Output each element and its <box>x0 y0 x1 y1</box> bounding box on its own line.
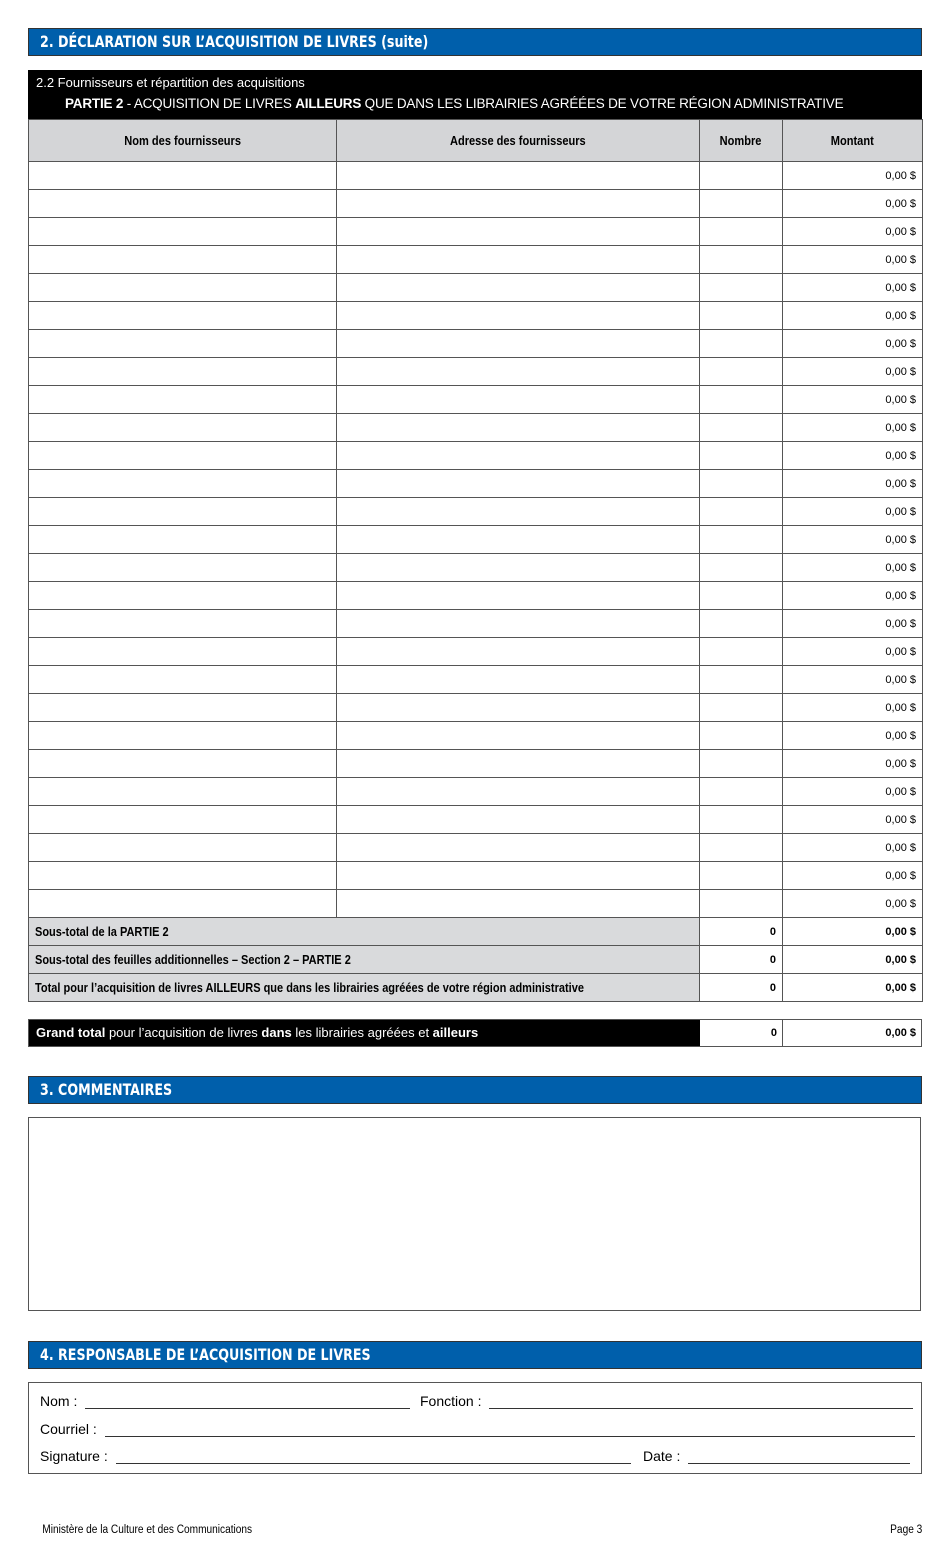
table-row <box>29 330 923 358</box>
adresse-cell[interactable] <box>337 806 700 834</box>
subtotal-montant: 0,00 $ <box>783 918 923 946</box>
nom-field[interactable] <box>85 1393 410 1409</box>
table-row <box>29 778 923 806</box>
nom-cell[interactable] <box>29 834 337 862</box>
adresse-cell[interactable] <box>337 778 700 806</box>
nombre-cell[interactable] <box>700 470 783 498</box>
subtotal-nombre: 0 <box>700 974 783 1002</box>
table-row <box>29 274 923 302</box>
table-row <box>29 498 923 526</box>
nombre-cell[interactable] <box>700 218 783 246</box>
table-row <box>29 554 923 582</box>
nom-cell[interactable] <box>29 890 337 918</box>
montant-cell[interactable]: 0,00 $ <box>783 246 923 274</box>
montant-cell[interactable]: 0,00 $ <box>783 526 923 554</box>
adresse-cell[interactable] <box>337 470 700 498</box>
footer-page: Page 3 <box>889 1524 922 1536</box>
subtotal-row <box>29 974 923 1002</box>
montant-cell[interactable]: 0,00 $ <box>783 162 923 190</box>
table-row <box>29 862 923 890</box>
nombre-cell[interactable] <box>700 414 783 442</box>
adresse-cell[interactable] <box>337 890 700 918</box>
subsection-title: 2.2 Fournisseurs et répartition des acquisitions <box>36 75 305 90</box>
nom-cell[interactable] <box>29 218 337 246</box>
nombre-cell[interactable] <box>700 806 783 834</box>
responsable-box: Nom : Fonction : Courriel : Signature : Date : <box>28 1382 922 1474</box>
montant-cell[interactable]: 0,00 $ <box>783 722 923 750</box>
courriel-field[interactable] <box>105 1421 915 1437</box>
nombre-cell[interactable] <box>700 526 783 554</box>
nombre-cell[interactable] <box>700 750 783 778</box>
nom-cell[interactable] <box>29 358 337 386</box>
table-row <box>29 442 923 470</box>
table-row <box>29 582 923 610</box>
nom-cell[interactable] <box>29 302 337 330</box>
adresse-cell[interactable] <box>337 330 700 358</box>
adresse-cell[interactable] <box>337 862 700 890</box>
nom-cell[interactable] <box>29 386 337 414</box>
subtotal-row <box>29 918 923 946</box>
subtotal-label: Sous-total des feuilles additionnelles – Section 2 – PARTIE 2 <box>29 946 700 974</box>
montant-cell[interactable]: 0,00 $ <box>783 834 923 862</box>
nombre-cell[interactable] <box>700 694 783 722</box>
montant-cell[interactable]: 0,00 $ <box>783 274 923 302</box>
nombre-cell[interactable] <box>700 498 783 526</box>
table-row <box>29 218 923 246</box>
col-nombre: Nombre <box>700 120 783 162</box>
montant-cell[interactable]: 0,00 $ <box>783 862 923 890</box>
montant-cell[interactable]: 0,00 $ <box>783 806 923 834</box>
nombre-cell[interactable] <box>700 330 783 358</box>
table-row <box>29 638 923 666</box>
montant-cell[interactable]: 0,00 $ <box>783 638 923 666</box>
adresse-cell[interactable] <box>337 526 700 554</box>
montant-cell[interactable]: 0,00 $ <box>783 750 923 778</box>
col-nom: Nom des fournisseurs <box>29 120 337 162</box>
nombre-cell[interactable] <box>700 666 783 694</box>
adresse-cell[interactable] <box>337 190 700 218</box>
suppliers-table <box>28 119 923 1002</box>
table-row <box>29 246 923 274</box>
nom-cell[interactable] <box>29 470 337 498</box>
table-row <box>29 470 923 498</box>
nombre-cell[interactable] <box>700 722 783 750</box>
adresse-cell[interactable] <box>337 442 700 470</box>
nombre-cell[interactable] <box>700 386 783 414</box>
subsection-header <box>28 70 922 119</box>
adresse-cell[interactable] <box>337 218 700 246</box>
montant-cell[interactable]: 0,00 $ <box>783 386 923 414</box>
table-row <box>29 666 923 694</box>
fonction-field[interactable] <box>489 1393 913 1409</box>
date-field[interactable] <box>688 1448 910 1464</box>
montant-cell[interactable]: 0,00 $ <box>783 190 923 218</box>
nom-cell[interactable] <box>29 554 337 582</box>
nombre-cell[interactable] <box>700 582 783 610</box>
nom-cell[interactable] <box>29 694 337 722</box>
adresse-cell[interactable] <box>337 666 700 694</box>
nom-cell[interactable] <box>29 582 337 610</box>
nom-cell[interactable] <box>29 806 337 834</box>
table-row <box>29 162 923 190</box>
grand-total-montant: 0,00 $ <box>885 1027 916 1039</box>
adresse-cell[interactable] <box>337 498 700 526</box>
adresse-cell[interactable] <box>337 638 700 666</box>
subtotal-row <box>29 946 923 974</box>
nombre-cell[interactable] <box>700 302 783 330</box>
subtotal-label: Sous-total de la PARTIE 2 <box>29 918 700 946</box>
table-row <box>29 414 923 442</box>
nom-cell[interactable] <box>29 638 337 666</box>
table-row <box>29 722 923 750</box>
nom-cell[interactable] <box>29 190 337 218</box>
montant-cell[interactable]: 0,00 $ <box>783 610 923 638</box>
table-row <box>29 890 923 918</box>
montant-cell[interactable]: 0,00 $ <box>783 218 923 246</box>
nom-cell[interactable] <box>29 610 337 638</box>
grand-total-nombre: 0 <box>700 1020 783 1046</box>
nombre-cell[interactable] <box>700 358 783 386</box>
nom-cell[interactable] <box>29 722 337 750</box>
col-adresse: Adresse des fournisseurs <box>337 120 700 162</box>
adresse-cell[interactable] <box>337 358 700 386</box>
adresse-cell[interactable] <box>337 302 700 330</box>
nom-cell[interactable] <box>29 274 337 302</box>
montant-cell[interactable]: 0,00 $ <box>783 442 923 470</box>
comments-field[interactable] <box>28 1117 921 1311</box>
nombre-cell[interactable] <box>700 610 783 638</box>
nombre-cell[interactable] <box>700 862 783 890</box>
nom-cell[interactable] <box>29 162 337 190</box>
table-row <box>29 610 923 638</box>
montant-cell[interactable]: 0,00 $ <box>783 694 923 722</box>
montant-cell[interactable]: 0,00 $ <box>783 414 923 442</box>
nombre-cell[interactable] <box>700 442 783 470</box>
montant-cell[interactable]: 0,00 $ <box>783 778 923 806</box>
table-row <box>29 358 923 386</box>
adresse-cell[interactable] <box>337 162 700 190</box>
montant-cell[interactable]: 0,00 $ <box>783 582 923 610</box>
nombre-cell[interactable] <box>700 190 783 218</box>
nom-cell[interactable] <box>29 246 337 274</box>
nombre-cell[interactable] <box>700 778 783 806</box>
nombre-cell[interactable] <box>700 638 783 666</box>
footer-ministry: Ministère de la Culture et des Communications <box>42 1524 253 1536</box>
montant-cell[interactable]: 0,00 $ <box>783 470 923 498</box>
subtotal-nombre: 0 <box>700 946 783 974</box>
table-row <box>29 834 923 862</box>
adresse-cell[interactable] <box>337 582 700 610</box>
table-row <box>29 694 923 722</box>
adresse-cell[interactable] <box>337 750 700 778</box>
section2-header: 2. DÉCLARATION SUR L’ACQUISITION DE LIVRES (suite) <box>28 28 922 56</box>
nombre-cell[interactable] <box>700 274 783 302</box>
adresse-cell[interactable] <box>337 386 700 414</box>
subtotal-label: Total pour l’acquisition de livres AILLEURS que dans les librairies agréées de votre région administrative <box>29 974 700 1002</box>
adresse-cell[interactable] <box>337 694 700 722</box>
table-row <box>29 302 923 330</box>
nombre-cell[interactable] <box>700 554 783 582</box>
col-montant: Montant <box>783 120 923 162</box>
adresse-cell[interactable] <box>337 246 700 274</box>
nom-cell[interactable] <box>29 666 337 694</box>
subtotal-montant: 0,00 $ <box>783 946 923 974</box>
nom-cell[interactable] <box>29 750 337 778</box>
adresse-cell[interactable] <box>337 274 700 302</box>
adresse-cell[interactable] <box>337 554 700 582</box>
subtotal-nombre: 0 <box>700 918 783 946</box>
table-row <box>29 526 923 554</box>
nom-cell[interactable] <box>29 778 337 806</box>
nombre-cell[interactable] <box>700 162 783 190</box>
table-row <box>29 386 923 414</box>
nombre-cell[interactable] <box>700 246 783 274</box>
montant-cell[interactable]: 0,00 $ <box>783 358 923 386</box>
partie-title: PARTIE 2 - ACQUISITION DE LIVRES AILLEURS QUE DANS LES LIBRAIRIES AGRÉÉES DE VOTRE RÉGION ADMINISTRATIVE <box>65 96 844 111</box>
table-row <box>29 806 923 834</box>
nombre-cell[interactable] <box>700 834 783 862</box>
nom-cell[interactable] <box>29 526 337 554</box>
signature-field[interactable] <box>116 1448 631 1464</box>
section3-header: 3. COMMENTAIRES <box>28 1076 922 1104</box>
nom-cell[interactable] <box>29 414 337 442</box>
adresse-cell[interactable] <box>337 834 700 862</box>
table-row <box>29 750 923 778</box>
nombre-cell[interactable] <box>700 890 783 918</box>
nom-cell[interactable] <box>29 498 337 526</box>
adresse-cell[interactable] <box>337 610 700 638</box>
adresse-cell[interactable] <box>337 722 700 750</box>
montant-cell[interactable]: 0,00 $ <box>783 890 923 918</box>
montant-cell[interactable]: 0,00 $ <box>783 666 923 694</box>
adresse-cell[interactable] <box>337 414 700 442</box>
section4-header: 4. RESPONSABLE DE L’ACQUISITION DE LIVRES <box>28 1341 922 1369</box>
nom-cell[interactable] <box>29 442 337 470</box>
grand-total-row <box>28 1019 922 1047</box>
subtotal-montant: 0,00 $ <box>783 974 923 1002</box>
nom-cell[interactable] <box>29 862 337 890</box>
montant-cell[interactable]: 0,00 $ <box>783 330 923 358</box>
montant-cell[interactable]: 0,00 $ <box>783 302 923 330</box>
table-row <box>29 190 923 218</box>
nom-cell[interactable] <box>29 330 337 358</box>
grand-total-label: Grand total pour l’acquisition de livres dans les librairies agréées et ailleurs <box>29 1020 700 1046</box>
montant-cell[interactable]: 0,00 $ <box>783 554 923 582</box>
montant-cell[interactable]: 0,00 $ <box>783 498 923 526</box>
